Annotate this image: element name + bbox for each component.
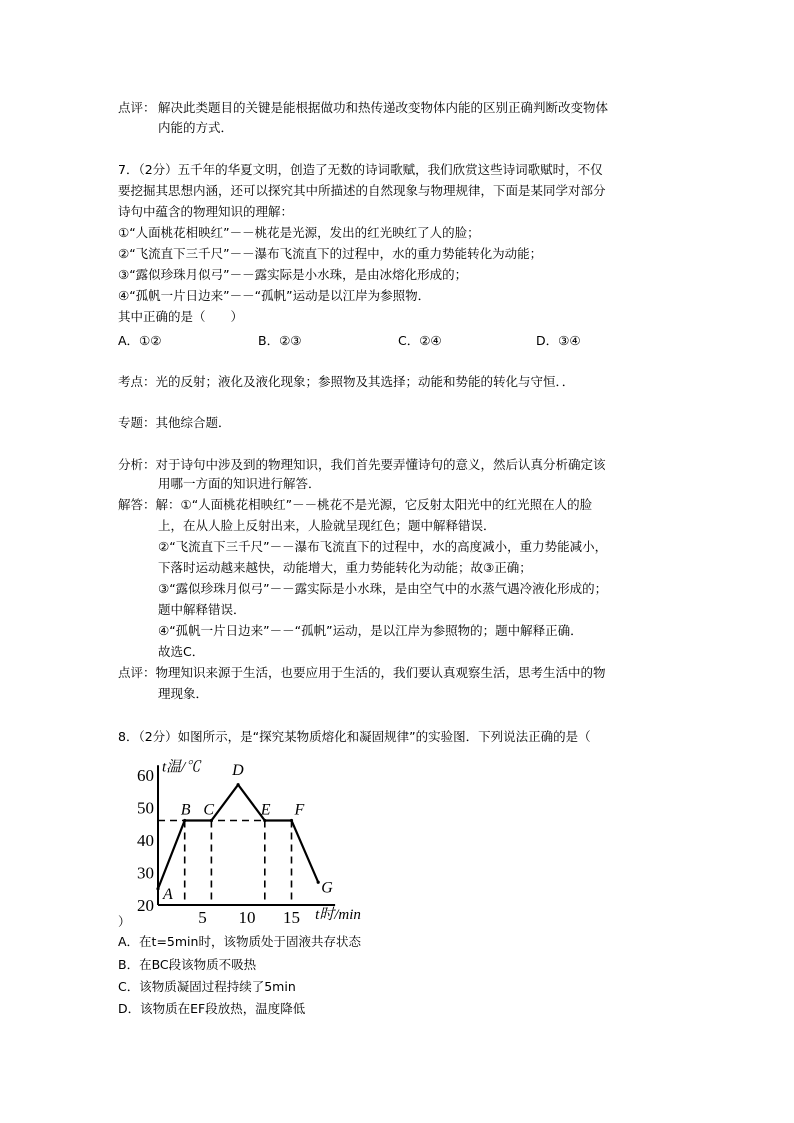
q7-jieda-line4: 下落时运动越来越快，动能增大，重力势能转化为动能；故③正确； bbox=[158, 560, 532, 575]
point-C bbox=[210, 819, 213, 822]
q7-jieda-line2: 上，在从人脸上反射出来，人脸就呈现红色；题中解释错误． bbox=[158, 518, 496, 533]
q7-option-a: A．①② bbox=[118, 333, 162, 348]
x-tick-label-2: 15 bbox=[283, 908, 300, 927]
x-axis-title: t时/min bbox=[315, 907, 361, 923]
q7-option-d: D．③④ bbox=[536, 333, 581, 348]
q7-jieda-line6: 题中解释错误． bbox=[158, 602, 246, 617]
q7-stem-line3: 诗句中蕴含的物理知识的理解： bbox=[118, 204, 294, 219]
q7-stem-line1: 7．（2分）五千年的华夏文明，创造了无数的诗词歌赋，我们欣赏这些诗词歌赋时，不仅 bbox=[118, 162, 603, 177]
x-tick-label-0: 5 bbox=[198, 908, 207, 927]
q7-item-4: ④“孤帆一片日边来”－－“孤帆”运动是以江岸为参照物． bbox=[118, 288, 431, 303]
q7-jieda-line7: ④“孤帆一片日边来”－－“孤帆”运动，是以江岸为参照物的；题中解释正确． bbox=[158, 623, 583, 638]
y-tick-label-1: 50 bbox=[137, 798, 154, 818]
q8-option-d: D．该物质在EF段放热，温度降低 bbox=[118, 1001, 306, 1016]
y-tick-label-0: 60 bbox=[137, 766, 154, 785]
point-G bbox=[317, 881, 320, 884]
q8-option-c: C．该物质凝固过程持续了5min bbox=[118, 979, 296, 994]
y-tick-label-2: 40 bbox=[137, 831, 154, 850]
point-label-F: F bbox=[294, 801, 305, 819]
q7-dianping-line2: 理现象． bbox=[158, 686, 209, 701]
q7-jieda-line1: 解答：解：①“人面桃花相映红”－－桃花不是光源，它反射太阳光中的红光照在人的脸 bbox=[118, 497, 593, 512]
point-label-B: B bbox=[180, 801, 191, 819]
temperature-curve bbox=[158, 785, 318, 889]
q7-option-c: C．②④ bbox=[398, 333, 442, 348]
q7-item-2: ②“飞流直下三千尺”－－瀑布飞流直下的过程中，水的重力势能转化为动能； bbox=[118, 246, 543, 261]
q7-jieda-line5: ③“露似珍珠月似弓”－－露实际是小水珠，是由空气中的水蒸气遇冷液化形成的； bbox=[158, 581, 608, 596]
point-label-D: D bbox=[232, 761, 244, 779]
q7-jieda-line8: 故选C． bbox=[158, 644, 205, 659]
q7-kaodian: 考点：光的反射；液化及液化现象；参照物及其选择；动能和势能的转化与守恒．． bbox=[118, 374, 575, 389]
q8-stem-tail: ） bbox=[118, 914, 131, 929]
point-E bbox=[263, 819, 266, 822]
q7-item-1: ①“人面桃花相映红”－－桃花是光源，发出的红光映红了人的脸； bbox=[118, 225, 480, 240]
point-label-E: E bbox=[260, 801, 271, 819]
point-D bbox=[237, 783, 240, 786]
point-A bbox=[156, 887, 159, 890]
q8-stem: 8．（2分）如图所示，是“探究某物质熔化和凝固规律”的实验图．下列说法正确的是（ bbox=[118, 729, 591, 744]
q7-zhuanti: 专题：其他综合题． bbox=[118, 415, 231, 430]
q7-option-b: B．②③ bbox=[258, 333, 302, 348]
q7-dianping-line1: 点评：物理知识来源于生活，也要应用于生活的，我们要认真观察生活，思考生活中的物 bbox=[118, 665, 606, 680]
y-tick-label-3: 30 bbox=[137, 863, 154, 883]
melting-curve-figure bbox=[118, 759, 361, 928]
q7-stem-line2: 要挖掘其思想内涵，还可以探究其中所描述的自然现象与物理规律，下面是某同学对部分 bbox=[118, 183, 606, 198]
q8-option-b: B．在BC段该物质不吸热 bbox=[118, 957, 257, 972]
q7-ask: 其中正确的是（ ） bbox=[118, 309, 244, 324]
prev-comment-label: 点评： bbox=[118, 100, 156, 115]
point-label-C: C bbox=[203, 801, 215, 819]
melting-curve-chart bbox=[118, 759, 361, 927]
point-B bbox=[183, 819, 186, 822]
prev-comment-line2: 内能的方式． bbox=[158, 120, 234, 135]
q7-jieda-line3: ②“飞流直下三千尺”－－瀑布飞流直下的过程中，水的高度减小，重力势能减小， bbox=[158, 539, 608, 554]
q8-option-a: A．在t=5min时，该物质处于固液共存状态 bbox=[118, 934, 361, 949]
q7-item-3: ③“露似珍珠月似弓”－－露实际是小水珠，是由冰熔化形成的； bbox=[118, 267, 468, 282]
point-label-A: A bbox=[163, 885, 173, 903]
y-axis-title: t温/℃ bbox=[162, 759, 201, 776]
q7-fenxi-line1: 分析：对于诗句中涉及到的物理知识，我们首先要弄懂诗句的意义，然后认真分析确定该 bbox=[118, 457, 606, 472]
point-F bbox=[290, 819, 293, 822]
prev-comment-line1: 解决此类题目的关键是能根据做功和热传递改变物体内能的区别正确判断改变物体 bbox=[158, 100, 609, 115]
point-label-G: G bbox=[321, 879, 333, 897]
y-tick-label-4: 20 bbox=[137, 896, 154, 915]
x-tick-label-1: 10 bbox=[238, 908, 256, 927]
q7-fenxi-line2: 用哪一方面的知识进行解答． bbox=[158, 476, 321, 491]
